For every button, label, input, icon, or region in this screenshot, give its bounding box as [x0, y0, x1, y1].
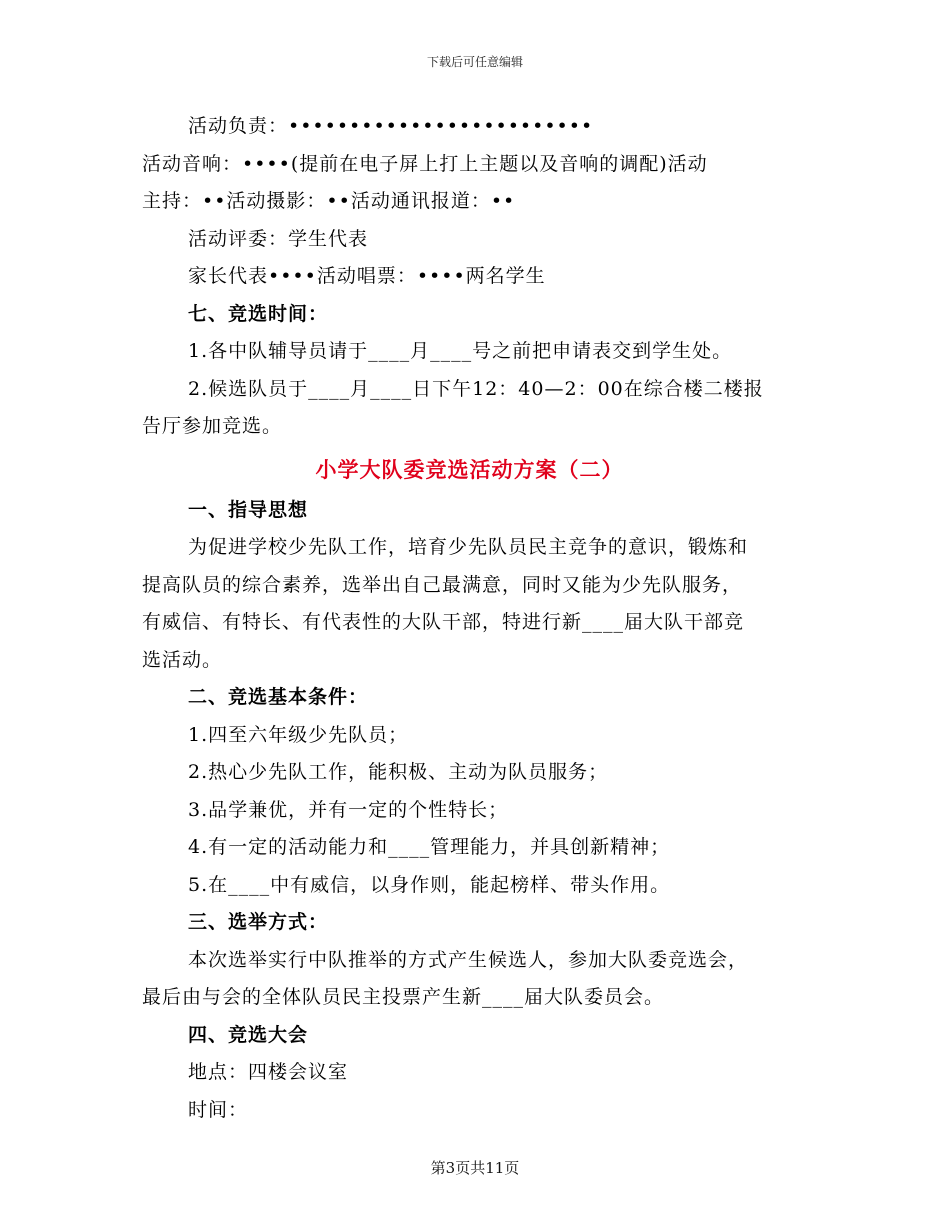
paragraph: 活动音响：••••(提前在电子屏上打上主题以及音响的调配)活动 [142, 152, 708, 175]
list-item: 5.在____中有威信，以身作则，能起榜样、带头作用。 [188, 873, 671, 896]
section-heading: 七、竞选时间： [188, 302, 329, 325]
paragraph: 本次选举实行中队推举的方式产生候选人，参加大队委竞选会， [188, 948, 749, 971]
page-header: 下载后可任意编辑 [426, 55, 523, 69]
paragraph: 时间： [188, 1098, 249, 1121]
paragraph: 主持：••活动摄影：••活动通讯报道：•• [142, 190, 516, 212]
page-footer: 第3页共11页 [430, 1159, 520, 1177]
list-item: 1.各中队辅导员请于____月____号之前把申请表交到学生处。 [188, 340, 733, 362]
paragraph: 有威信、有特长、有代表性的大队干部，特进行新____届大队干部竞 [142, 611, 745, 633]
paragraph: 最后由与会的全体队员民主投票产生新____届大队委员会。 [142, 986, 665, 1008]
section-heading: 一、指导思想 [188, 498, 309, 521]
list-item: 4.有一定的活动能力和____管理能力，并具创新精神； [188, 836, 671, 858]
paragraph: 选活动。 [142, 648, 223, 671]
document-title: 小学大队委竞选活动方案（二） [315, 456, 624, 482]
section-heading: 四、竞选大会 [188, 1023, 309, 1046]
paragraph: 家长代表••••活动唱票：••••两名学生 [188, 265, 546, 287]
list-item: 1.四至六年级少先队员； [188, 723, 409, 746]
section-heading: 二、竞选基本条件： [188, 686, 369, 708]
paragraph: 告厅参加竞选。 [142, 415, 283, 437]
section-heading: 三、选举方式： [188, 911, 329, 933]
paragraph: 地点：四楼会议室 [188, 1061, 349, 1083]
list-item: 2.热心少先队工作，能积极、主动为队员服务； [188, 761, 609, 783]
document-body [142, 108, 797, 1129]
list-item: 2.候选队员于____月____日下午12：40—2：00在综合楼二楼报 [188, 377, 764, 400]
paragraph: 活动评委：学生代表 [188, 227, 369, 250]
paragraph: 活动负责：••••••••••••••••••••••••• [188, 115, 594, 137]
paragraph: 为促进学校少先队工作，培育少先队员民主竞争的意识，锻炼和 [188, 536, 749, 558]
list-item: 3.品学兼优，并有一定的个性特长； [188, 798, 509, 821]
paragraph: 提高队员的综合素养，选举出自己最满意，同时又能为少先队服务， [142, 573, 743, 596]
